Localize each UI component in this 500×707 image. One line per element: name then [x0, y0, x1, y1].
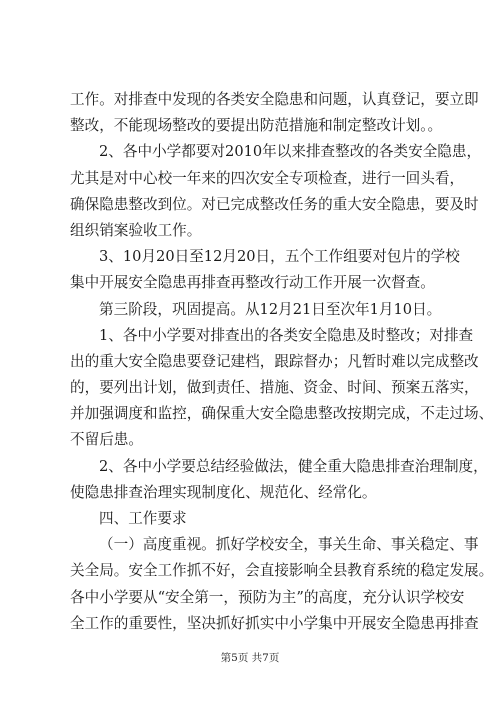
text-line: 确保隐患整改到位。对已完成整改任务的重大安全隐患，要及时 — [70, 195, 479, 213]
text-line: 使隐患排查治理实现制度化、规范化、经常化。 — [70, 483, 377, 501]
section-heading: 四、工作要求 — [99, 510, 187, 527]
text-line: 关全局。安全工作抓不好，会直接影响全县教育系统的稳定发展。 — [70, 562, 494, 580]
text-line: 出的重大安全隐患要登记建档，跟踪督办；凡暂时难以完成整改 — [70, 352, 479, 370]
text-line: 并加强调度和监控，确保重大安全隐患整改按期完成，不走过场、 — [70, 405, 494, 423]
text-line: 的，要列出计划，做到责任、措施、资金、时间、预案五落实， — [70, 379, 479, 397]
page-number-footer: 第5页 共7页 — [220, 652, 280, 664]
text-line: 全工作的重要性，坚决抓好抓实中小学集中开展安全隐患再排查 — [70, 614, 479, 632]
text-line: 3、10月20日至12月20日，五个工作组要对包片的学校 — [99, 248, 460, 266]
text-line: 组织销案验收工作。 — [70, 221, 202, 239]
text-line: 集中开展安全隐患再排查再整改行动工作开展一次督查。 — [70, 274, 435, 292]
text-line: 不留后患。 — [70, 431, 143, 449]
text-line: 第三阶段，巩固提高。从12月21日至次年1月10日。 — [99, 300, 442, 318]
text-line: （一）高度重视。抓好学校安全，事关生命、事关稳定、事 — [99, 536, 479, 554]
document-body — [70, 87, 494, 637]
text-line: 2、各中小学都要对2010年以来排查整改的各类安全隐患， — [99, 143, 482, 161]
text-line: 2、各中小学要总结经验做法，健全重大隐患排查治理制度， — [99, 457, 488, 475]
text-line: 各中小学要从“安全第一，预防为主”的高度，充分认识学校安 — [70, 588, 465, 606]
text-line: 工作。对排查中发现的各类安全隐患和问题，认真登记，要立即 — [70, 91, 479, 108]
text-line: 1、各中小学要对排查出的各类安全隐患及时整改；对排查 — [99, 326, 474, 344]
text-line: 整改，不能现场整改的要提出防范措施和制定整改计划。。 — [70, 117, 443, 135]
text-line: 尤其是对中心校一年来的四次安全专项检查，进行一回头看， — [70, 169, 465, 187]
